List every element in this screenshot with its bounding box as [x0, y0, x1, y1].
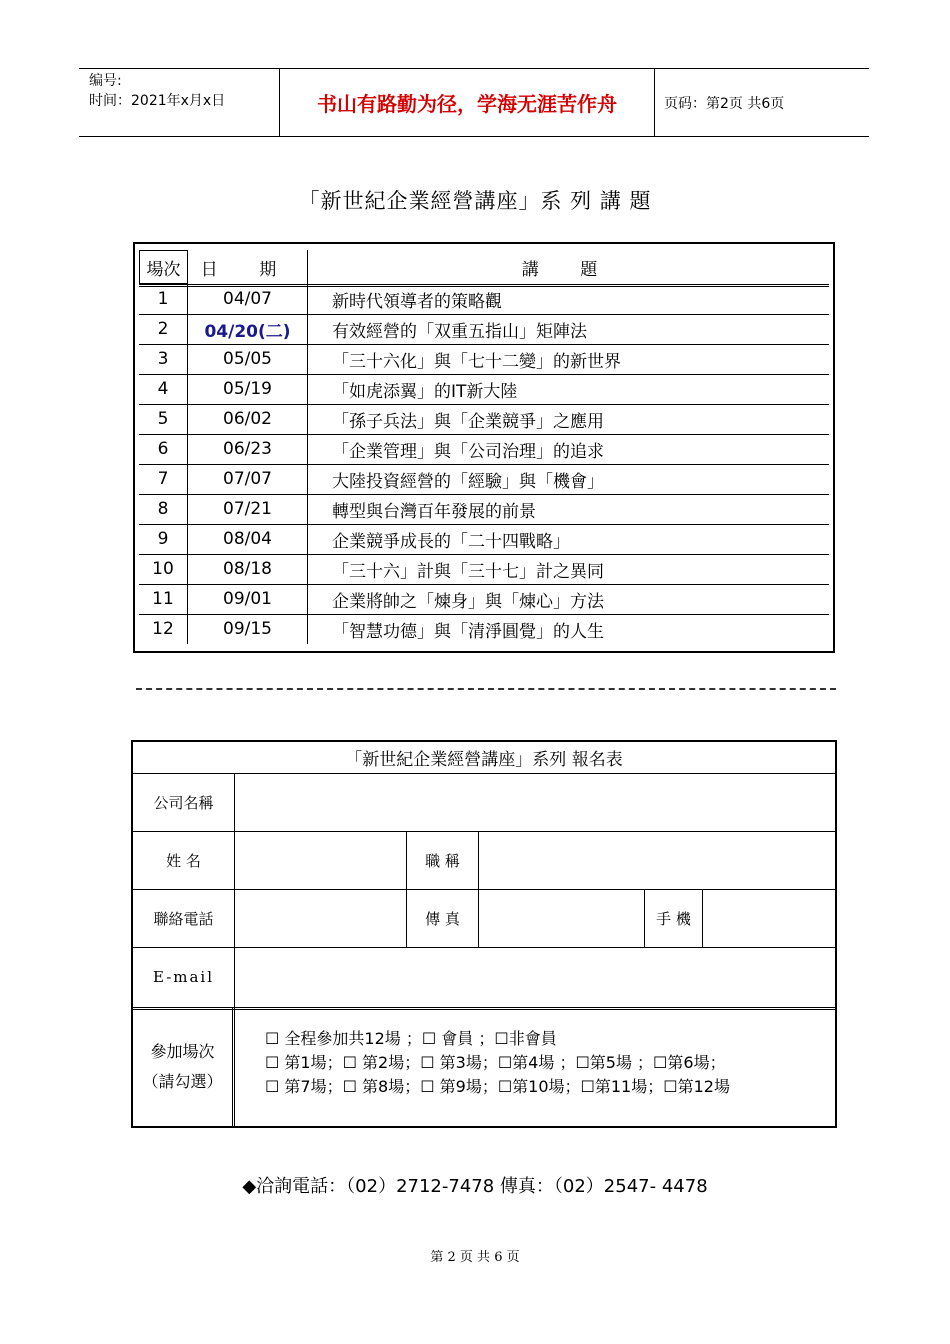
session-date: 07/07 — [188, 464, 308, 494]
option-line-full[interactable]: ☐ 全程參加共12場 ；☐ 會員 ；☐非會員 — [265, 1029, 557, 1048]
session-topic: 企業將帥之「煉身」與「煉心」方法 — [332, 591, 604, 612]
session-date: 09/01 — [188, 584, 308, 614]
form-title-row — [133, 742, 835, 774]
name-label: 姓 名 — [133, 831, 235, 889]
table-row — [139, 314, 829, 345]
session-number: 6 — [139, 434, 188, 464]
session-date: 08/18 — [188, 554, 308, 584]
session-date: 06/23 — [188, 434, 308, 464]
header-motto: 书山有路勤为径，学海无涯苦作舟 — [280, 69, 655, 136]
form-row-attendance — [133, 1007, 835, 1126]
session-date: 07/21 — [188, 494, 308, 524]
header-date: 日 期 — [200, 259, 295, 280]
table-row — [139, 284, 829, 315]
name-field[interactable] — [235, 831, 407, 889]
attendance-label-line1: 參加場次 — [150, 1041, 215, 1061]
attendance-options — [249, 1007, 730, 1099]
session-date: 09/15 — [188, 614, 308, 644]
header-session: 場次 — [139, 250, 188, 284]
session-topic: 新時代領導者的策略觀 — [332, 291, 502, 312]
session-date: 04/07 — [188, 284, 308, 314]
session-topic: 「智慧功德」與「清淨圓覺」的人生 — [332, 621, 604, 642]
page-header — [79, 68, 869, 137]
form-row-phone — [133, 889, 835, 948]
option-line-sessions-7-12[interactable]: ☐ 第7場；☐ 第8場；☐ 第9場；☐第10場；☐第11場；☐第12場 — [265, 1077, 730, 1096]
header-topic: 講 題 — [521, 259, 616, 280]
session-date: 06/02 — [188, 404, 308, 434]
company-label: 公司名稱 — [133, 773, 235, 831]
mobile-field[interactable] — [703, 889, 835, 947]
session-date: 05/19 — [188, 374, 308, 404]
table-row — [139, 464, 829, 495]
form-row-name — [133, 831, 835, 890]
table-row — [139, 494, 829, 525]
session-number: 9 — [139, 524, 188, 554]
form-row-email — [133, 947, 835, 1010]
form-title: 「新世紀企業經營講座」系列 報名表 — [345, 750, 623, 770]
table-row — [139, 614, 829, 644]
session-topic: 有效經營的「双重五指山」矩陣法 — [332, 321, 587, 342]
phone-label: 聯絡電話 — [133, 889, 235, 947]
table-row — [139, 374, 829, 405]
session-number: 10 — [139, 554, 188, 584]
session-number: 7 — [139, 464, 188, 494]
session-topic: 「三十六」計與「三十七」計之異同 — [332, 561, 604, 582]
fax-label: 傳 真 — [407, 889, 479, 947]
contact-info: ◆洽詢電話：（02）2712-7478 傳真：（02）2547- 4478 — [242, 1176, 708, 1197]
doc-time-label: 时间：2021年x月x日 — [89, 93, 226, 109]
fax-field[interactable] — [479, 889, 645, 947]
session-topic: 大陸投資經營的「經驗」與「機會」 — [332, 471, 604, 492]
cut-line-divider — [136, 688, 836, 690]
session-number: 11 — [139, 584, 188, 614]
table-row — [139, 434, 829, 465]
table-row — [139, 554, 829, 585]
session-number: 8 — [139, 494, 188, 524]
session-topic: 「孫子兵法」與「企業競爭」之應用 — [332, 411, 604, 432]
header-page-label: 页码：第2页 共6页 — [664, 95, 785, 112]
session-number: 1 — [139, 284, 188, 314]
job-title-field[interactable] — [479, 831, 835, 889]
session-number: 2 — [139, 314, 188, 344]
phone-field[interactable] — [235, 889, 407, 947]
company-field[interactable] — [235, 773, 835, 831]
page-title: 「新世紀企業經營講座」系 列 講 題 — [298, 189, 652, 213]
table-row — [139, 344, 829, 375]
session-date: 04/20(二) — [188, 314, 308, 344]
session-number: 12 — [139, 614, 188, 644]
job-title-label: 職 稱 — [407, 831, 479, 889]
registration-form — [131, 740, 837, 1128]
doc-number-label: 编号: — [89, 73, 122, 89]
attendance-label-line2: （請勾選） — [142, 1071, 223, 1091]
table-row — [139, 524, 829, 555]
email-label: E-mail — [133, 947, 235, 1007]
form-row-company — [133, 773, 835, 832]
session-topic: 「企業管理」與「公司治理」的追求 — [332, 441, 604, 462]
session-number: 3 — [139, 344, 188, 374]
session-topic: 轉型與台灣百年發展的前景 — [332, 501, 536, 522]
session-topic: 「如虎添翼」的IT新大陸 — [332, 381, 518, 402]
table-row — [139, 584, 829, 615]
session-number: 4 — [139, 374, 188, 404]
session-date: 08/04 — [188, 524, 308, 554]
mobile-label: 手 機 — [645, 889, 703, 947]
table-row — [139, 404, 829, 435]
option-line-sessions-1-6[interactable]: ☐ 第1場；☐ 第2場；☐ 第3場；☐第4場 ；☐第5場 ；☐第6場； — [265, 1053, 726, 1072]
topics-table-header — [139, 250, 829, 287]
attendance-label — [133, 1007, 235, 1126]
topics-table — [133, 242, 835, 653]
session-topic: 「三十六化」與「七十二變」的新世界 — [332, 351, 621, 372]
session-date: 05/05 — [188, 344, 308, 374]
page-footer: 第 2 页 共 6 页 — [430, 1250, 520, 1265]
session-topic: 企業競爭成長的「二十四戰略」 — [332, 531, 570, 552]
session-number: 5 — [139, 404, 188, 434]
email-field[interactable] — [235, 947, 835, 1007]
header-meta — [79, 69, 280, 136]
